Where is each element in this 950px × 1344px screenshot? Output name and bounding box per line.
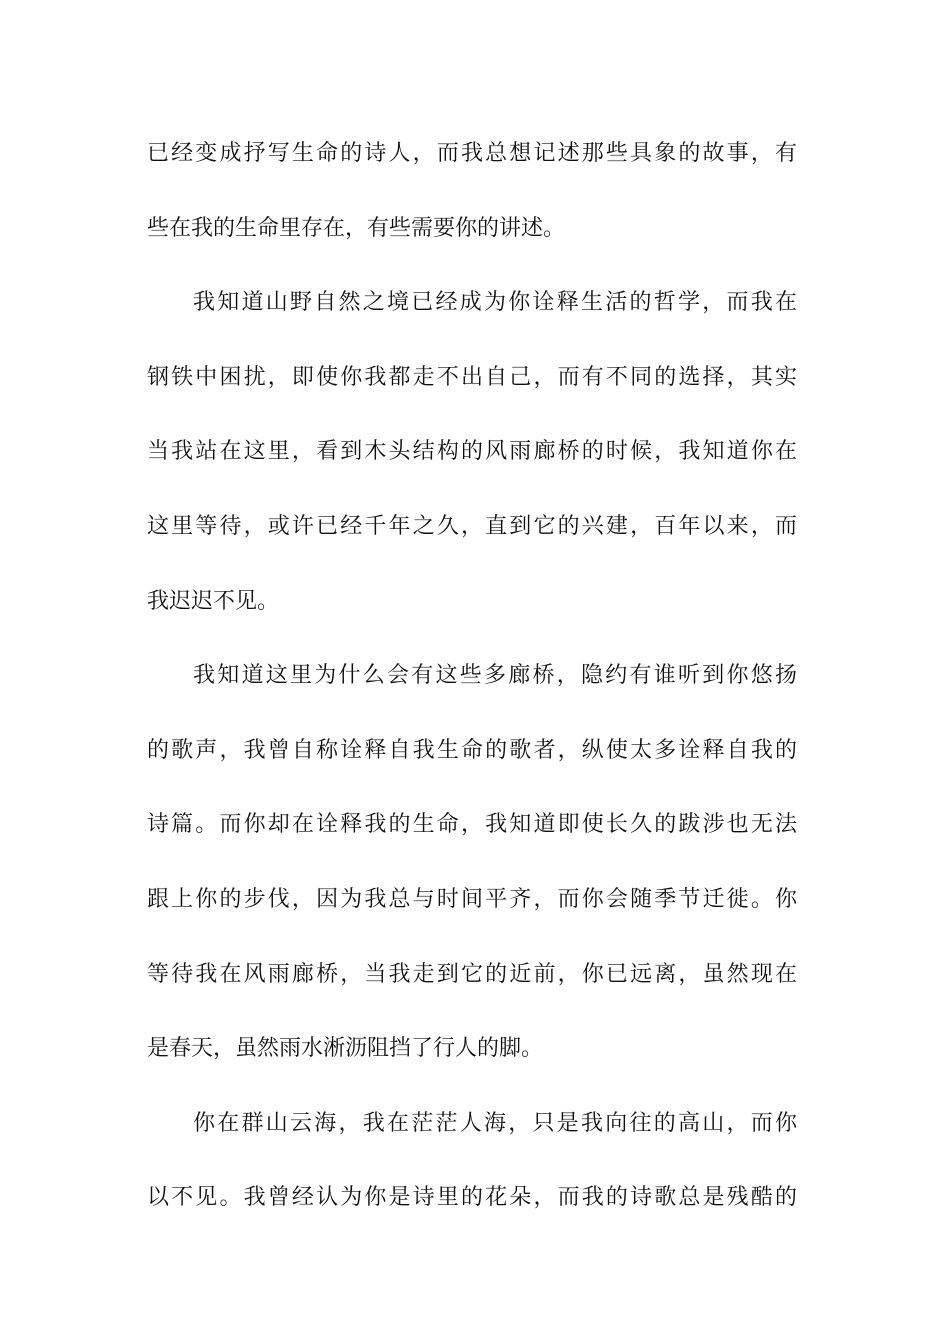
text-line: 是春天，虽然雨水淅沥阻挡了行人的脚。 — [147, 1036, 544, 1062]
text-line: 诗篇。而你却在诠释我的生命，我知道即使长久的跋涉也无法 — [147, 812, 797, 838]
text-line: 你在群山云海，我在茫茫人海，只是我向往的高山，而你 — [193, 1110, 797, 1136]
text-line: 跟上你的步伐，因为我总与时间平齐，而你会随季节迁徙。你 — [147, 886, 797, 912]
text-line: 我迟迟不见。 — [147, 588, 280, 614]
text-line: 我知道这里为什么会有这些多廊桥，隐约有谁听到你悠扬 — [193, 663, 797, 689]
text-line: 以不见。我曾经认为你是诗里的花朵，而我的诗歌总是残酷的 — [147, 1185, 797, 1211]
text-line: 等待我在风雨廊桥，当我走到它的近前，你已远离，虽然现在 — [147, 961, 797, 987]
text-line: 我知道山野自然之境已经成为你诠释生活的哲学，而我在 — [193, 290, 797, 316]
text-line: 这里等待，或许已经千年之久，直到它的兴建，百年以来，而 — [147, 513, 797, 539]
text-line: 些在我的生命里存在，有些需要你的讲述。 — [147, 215, 566, 241]
text-line: 钢铁中困扰，即使你我都走不出自己，而有不同的选择，其实 — [147, 364, 797, 390]
text-line: 当我站在这里，看到木头结构的风雨廊桥的时候，我知道你在 — [147, 439, 797, 465]
text-line: 的歌声，我曾自称诠释自我生命的歌者，纵使太多诠释自我的 — [147, 737, 797, 763]
body-text — [147, 134, 797, 1253]
text-line: 已经变成抒写生命的诗人，而我总想记述那些具象的故事，有 — [147, 141, 797, 166]
